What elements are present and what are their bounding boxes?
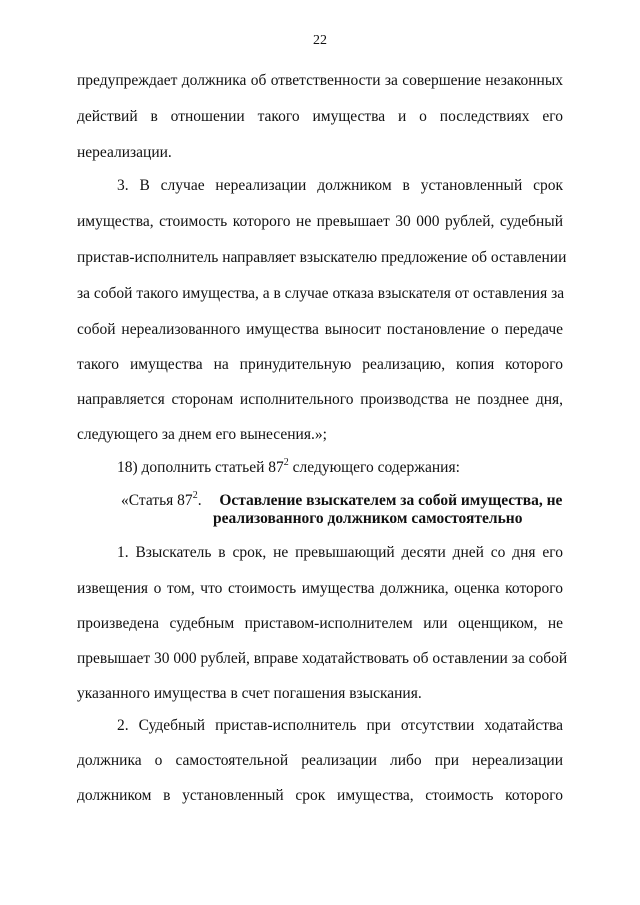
text-line: пристав-исполнитель направляет взыскателю предложение об оставлении (77, 249, 567, 266)
text-line: за собой такого имущества, а в случае отказа взыскателя от оставления за (77, 285, 565, 302)
text-line: произведена судебным приставом-исполнителем или оценщиком, не (77, 615, 563, 632)
article-title-line2: реализованного должником самостоятельно (213, 510, 523, 527)
page-number: 22 (313, 33, 327, 48)
text-line: предупреждает должника об ответственности за совершение незаконных (77, 72, 563, 89)
amendment-prefix: 18) дополнить статьей 87 (117, 459, 284, 476)
amendment-sup: 2 (283, 456, 289, 468)
article-title-line1: Оставление взыскателем за собой имущества, не (219, 492, 563, 509)
amendment-suffix: следующего содержания: (288, 459, 460, 476)
text-line: направляется сторонам исполнительного производства не позднее дня, (77, 391, 563, 408)
text-line: собой нереализованного имущества выносит постановление о передаче (77, 321, 563, 338)
text-line: должника о самостоятельной реализации либо при нереализации (77, 752, 563, 769)
text-line: 3. В случае нереализации должником в установленный срок (117, 177, 563, 194)
article-label-sup: 2 (192, 489, 198, 501)
text-line: извещения о том, что стоимость имущества должника, оценка которого (77, 580, 563, 597)
text-line: указанного имущества в счет погашения взыскания. (77, 685, 422, 702)
amendment-line (117, 458, 563, 478)
article-label-prefix: «Статья 87 (121, 492, 193, 509)
text-line: превышает 30 000 рублей, вправе ходатайствовать об оставлении за собой (77, 650, 568, 667)
text-line: действий в отношении такого имущества и о последствиях его (77, 108, 563, 125)
article-label (121, 489, 202, 509)
text-line: должником в установленный срок имущества, стоимость которого (77, 787, 563, 804)
text-line: имущества, стоимость которого не превышает 30 000 рублей, судебный (77, 213, 563, 230)
text-line: 2. Судебный пристав-исполнитель при отсутствии ходатайства (117, 717, 563, 734)
text-line: такого имущества на принудительную реализацию, копия которого (77, 356, 563, 373)
text-line: 1. Взыскатель в срок, не превышающий десяти дней со дня его (117, 544, 563, 561)
article-heading-line (121, 491, 563, 511)
article-label-suffix: . (197, 492, 202, 509)
text-line: нереализации. (77, 144, 172, 161)
text-line: следующего за днем его вынесения.»; (77, 426, 327, 443)
